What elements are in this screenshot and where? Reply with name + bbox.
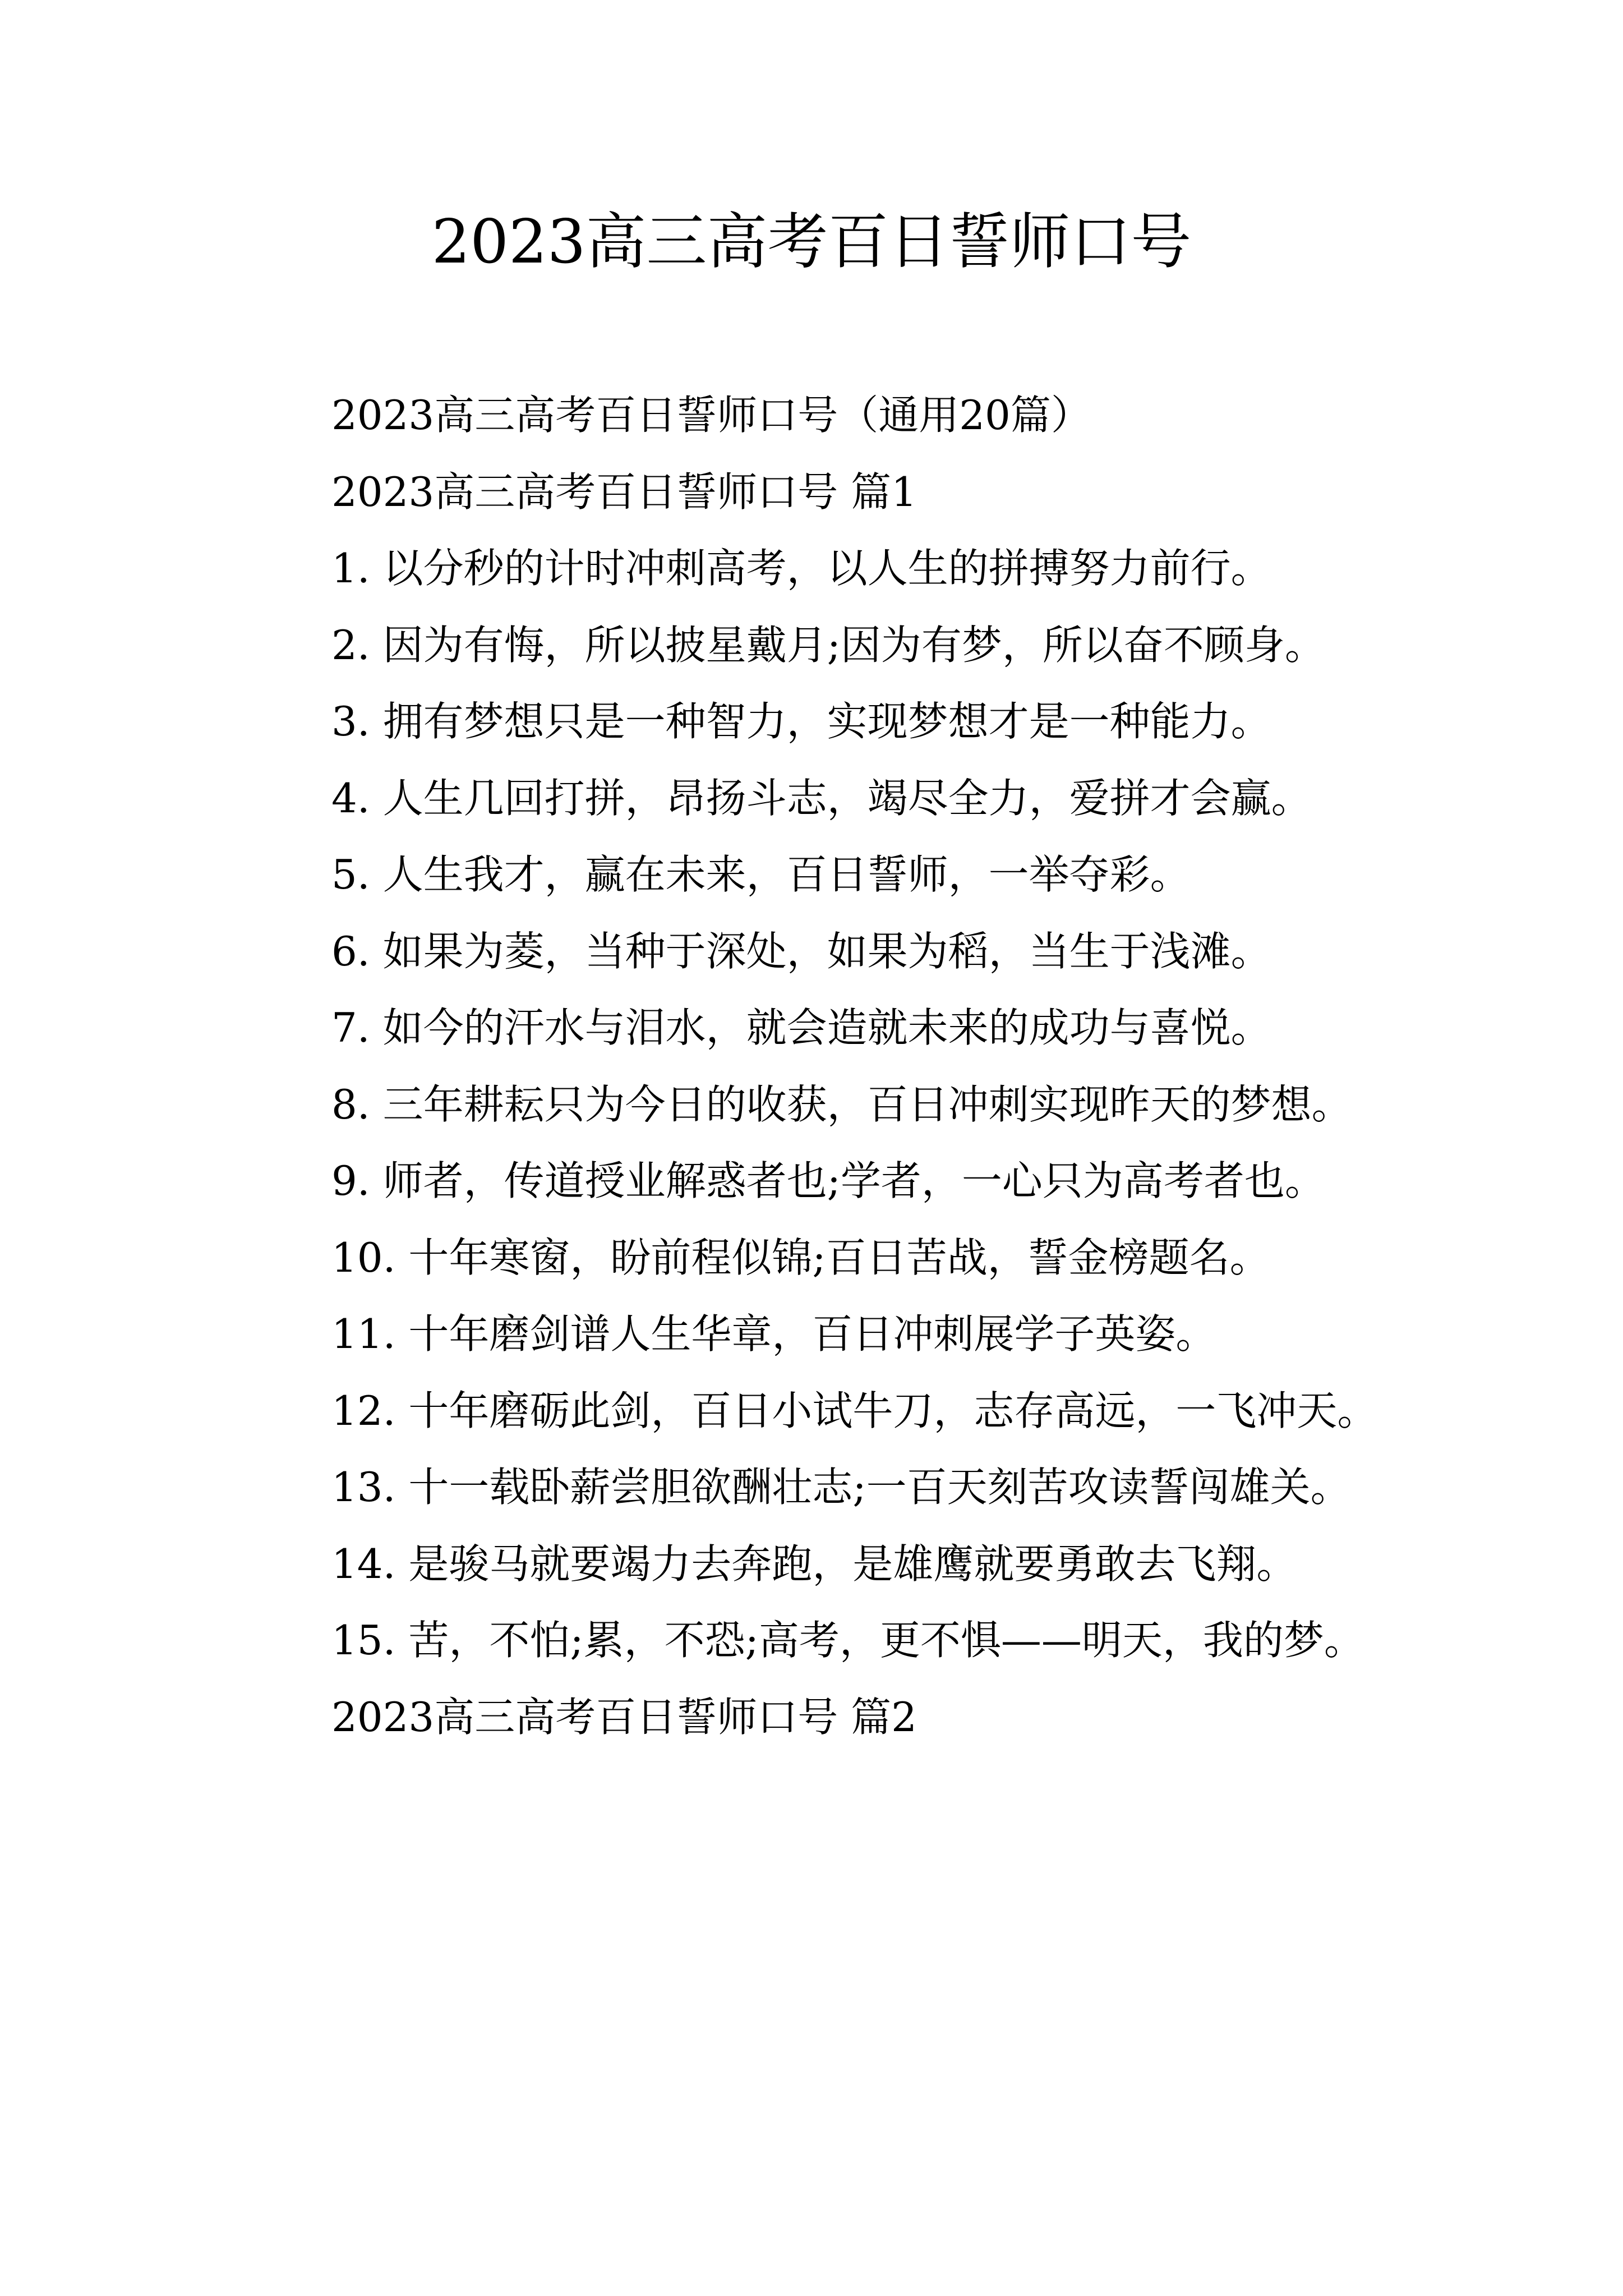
document-title: 2023高三高考百日誓师口号 [431,207,1192,277]
slogan-item: 8. 三年耕耘只为今日的收获，百日冲刺实现昨天的梦想。 [331,1080,1352,1128]
slogan-item: 15. 苦，不怕;累，不恐;高考，更不惧——明天，我的梦。 [331,1617,1364,1664]
slogan-item: 4. 人生几回打拼，昂扬斗志，竭尽全力，爱拼才会赢。 [331,774,1312,822]
slogan-item: 13. 十一载卧薪尝胆欲酬壮志;一百天刻苦攻读誓闯雄关。 [331,1464,1351,1511]
section-heading: 2023高三高考百日誓师口号 篇1 [331,468,917,516]
slogan-item: 14. 是骏马就要竭力去奔跑，是雄鹰就要勇敢去飞翔。 [331,1540,1297,1588]
slogan-item: 10. 十年寒窗，盼前程似锦;百日苦战，誓金榜题名。 [331,1234,1270,1281]
slogan-item: 11. 十年磨剑谱人生华章，百日冲刺展学子英姿。 [331,1310,1216,1358]
slogan-item: 9. 师者，传道授业解惑者也;学者，一心只为高考者也。 [331,1157,1325,1204]
slogan-item: 12. 十年磨砺此剑，百日小试牛刀，志存高远，一飞冲天。 [331,1387,1378,1434]
subtitle-paragraph: 2023高三高考百日誓师口号（通用20篇） [331,392,1091,439]
slogan-item: 1. 以分秒的计时冲刺高考，以人生的拼搏努力前行。 [331,545,1271,592]
slogan-item: 3. 拥有梦想只是一种智力，实现梦想才是一种能力。 [331,698,1271,745]
slogan-item: 7. 如今的汗水与泪水，就会造就未来的成功与喜悦。 [331,1004,1271,1051]
document-body [247,377,1413,1755]
slogan-item: 6. 如果为菱，当种于深处，如果为稻，当生于浅滩。 [331,927,1271,975]
slogan-item: 2. 因为有悔，所以披星戴月;因为有梦，所以奋不顾身。 [331,621,1325,669]
section-heading: 2023高三高考百日誓师口号 篇2 [331,1693,917,1741]
slogan-item: 5. 人生我才，赢在未来，百日誓师，一举夺彩。 [331,851,1191,898]
